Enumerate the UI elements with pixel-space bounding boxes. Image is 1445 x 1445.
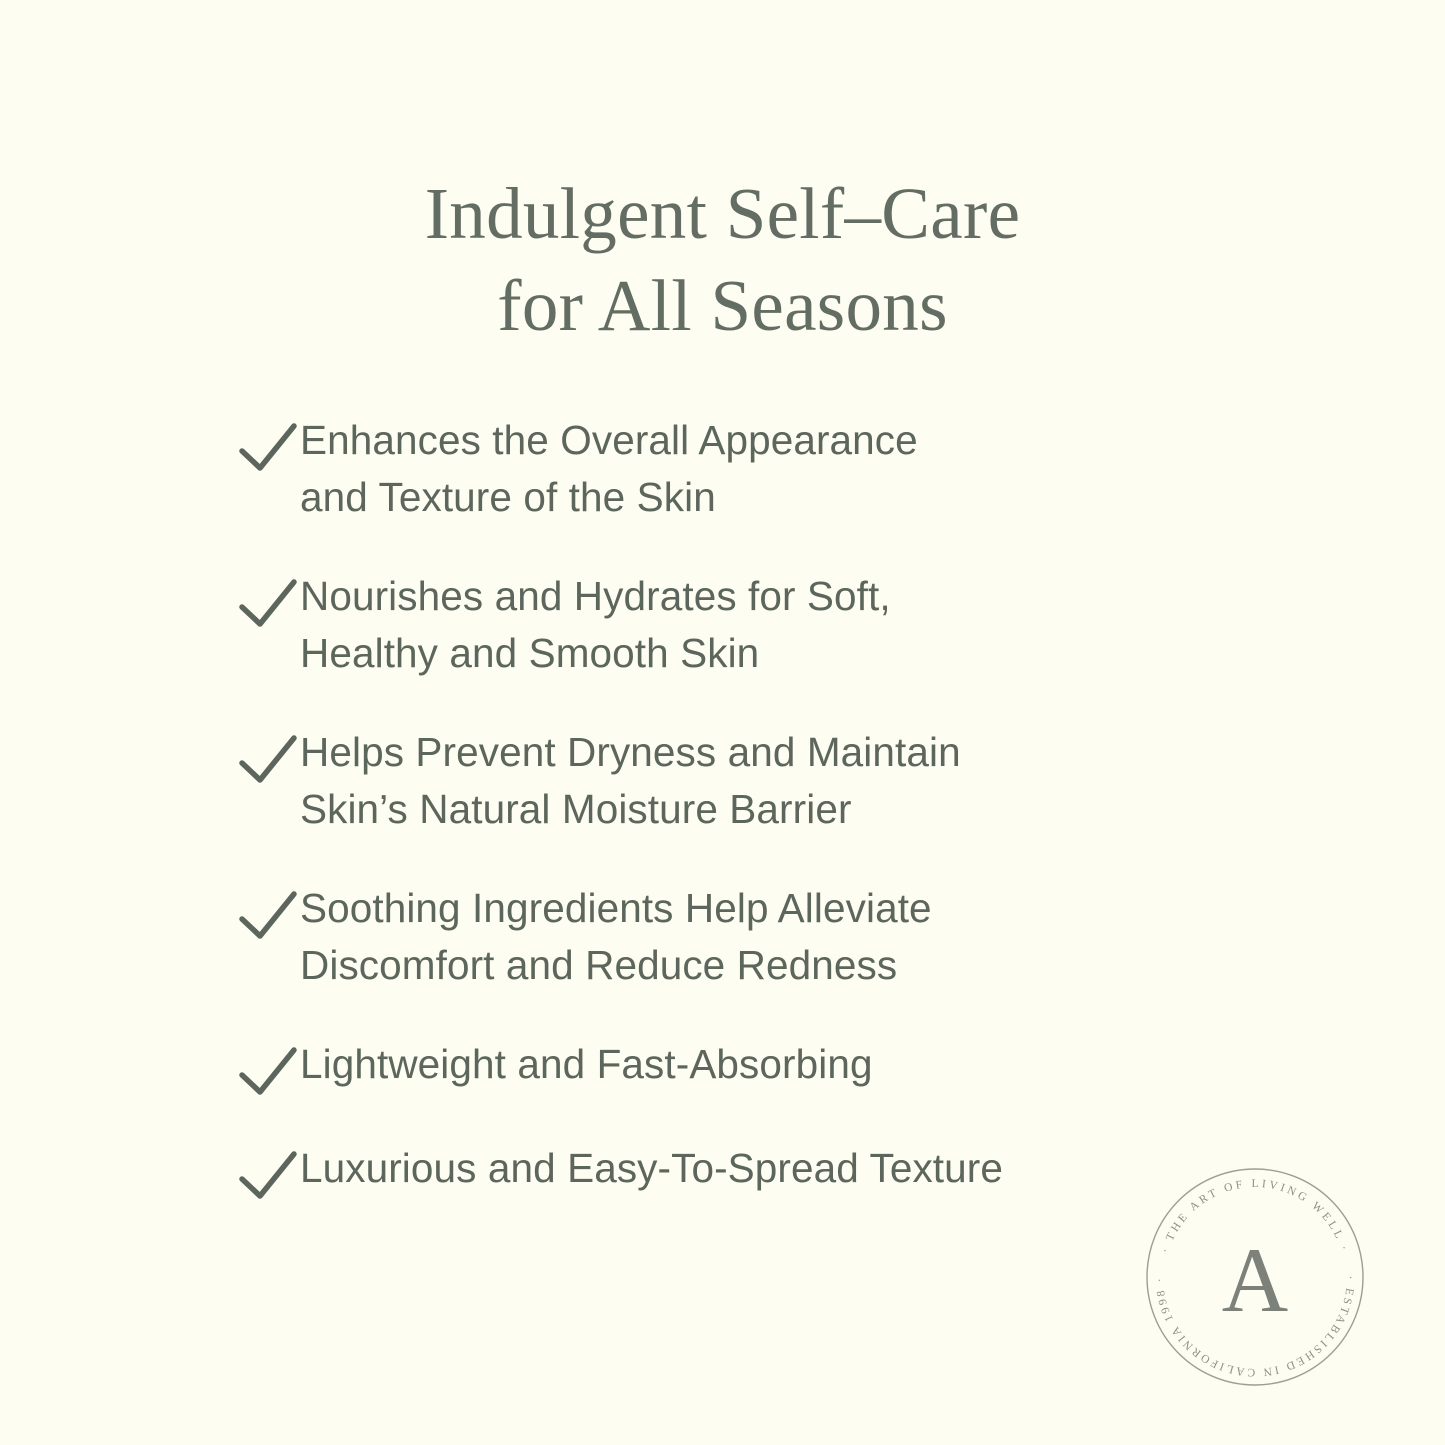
svg-text:· THE ART OF LIVING WELL ·: · THE ART OF LIVING WELL · <box>1159 1177 1351 1255</box>
check-icon <box>238 1150 300 1206</box>
list-item <box>238 1140 1198 1206</box>
seal-monogram: A <box>1221 1229 1289 1331</box>
page-title-line-1: Indulgent Self–Care <box>424 173 1021 254</box>
check-icon <box>238 422 300 478</box>
list-item <box>238 1036 1198 1102</box>
brand-seal <box>1139 1161 1371 1393</box>
list-item <box>238 724 1198 838</box>
list-item <box>238 880 1198 994</box>
list-item-text-line-1: Enhances the Overall Appearance <box>300 417 918 463</box>
list-item-text-line-2: Discomfort and Reduce Redness <box>300 942 898 988</box>
check-icon <box>238 1046 300 1102</box>
list-item <box>238 412 1198 526</box>
svg-text:· ESTABLISHED IN CALIFORNIA 19: · ESTABLISHED IN CALIFORNIA 1998 · <box>1153 1275 1357 1379</box>
page-title-line-2: for All Seasons <box>497 265 948 346</box>
list-item-text <box>300 568 891 682</box>
list-item-text <box>300 724 961 838</box>
list-item-text-line-1: Nourishes and Hydrates for Soft, <box>300 573 891 619</box>
list-item-text <box>300 412 918 526</box>
benefits-list <box>238 412 1198 1244</box>
page-title <box>0 168 1445 352</box>
check-icon <box>238 734 300 790</box>
list-item-text: Lightweight and Fast-Absorbing <box>300 1041 873 1087</box>
list-item-text-line-2: Healthy and Smooth Skin <box>300 630 760 676</box>
check-icon <box>238 578 300 634</box>
list-item-text-line-1: Helps Prevent Dryness and Maintain <box>300 729 961 775</box>
check-icon <box>238 890 300 946</box>
list-item <box>238 568 1198 682</box>
list-item-text: Luxurious and Easy-To-Spread Texture <box>300 1145 1003 1191</box>
list-item-text-line-1: Soothing Ingredients Help Alleviate <box>300 885 932 931</box>
list-item-text-line-2: Skin’s Natural Moisture Barrier <box>300 786 852 832</box>
list-item-text-line-2: and Texture of the Skin <box>300 474 716 520</box>
list-item-text <box>300 880 932 994</box>
